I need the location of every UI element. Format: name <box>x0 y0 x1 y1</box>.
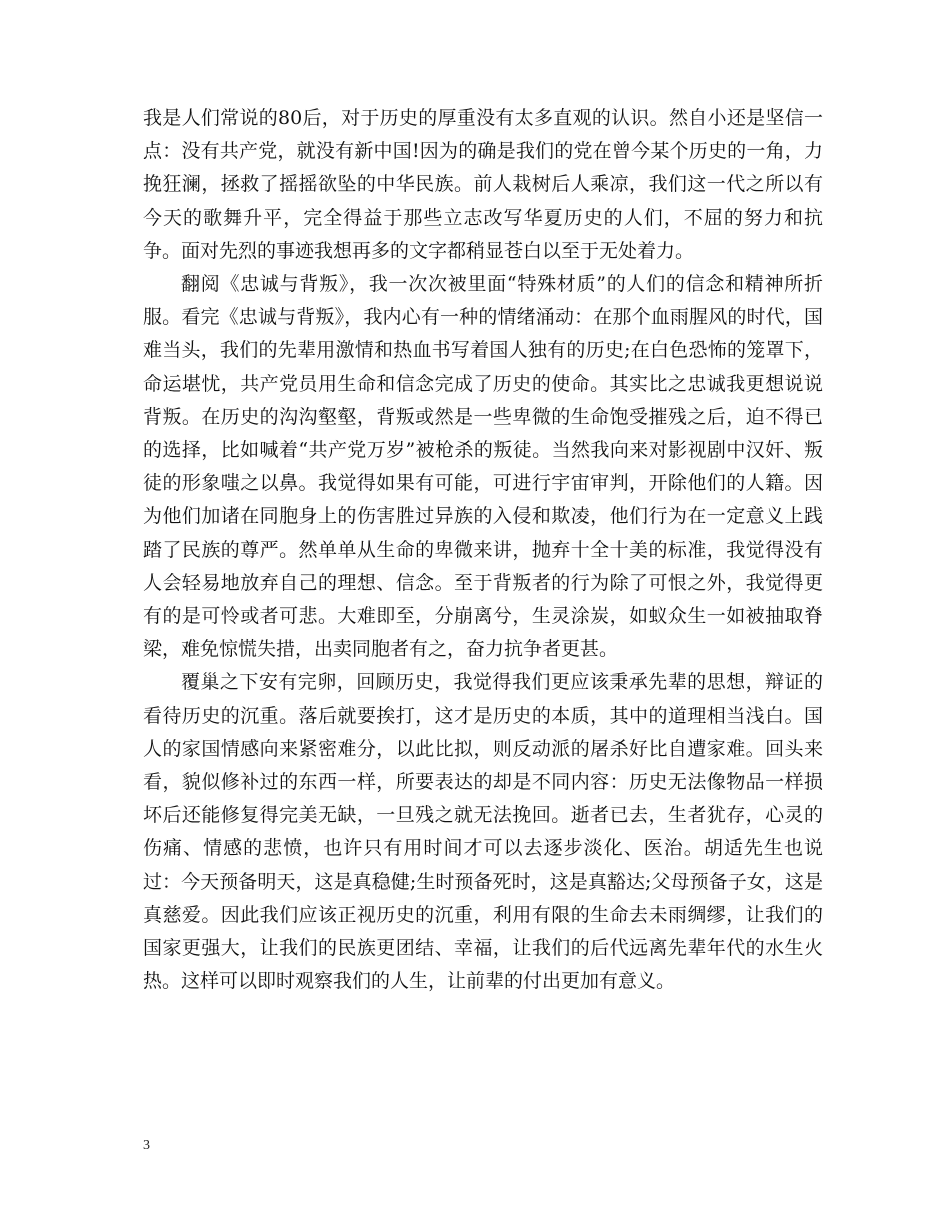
page-number: 3 <box>143 1138 150 1153</box>
paragraph-1: 我是人们常说的80后，对于历史的厚重没有太多直观的认识。然自小还是坚信一点：没有共产党，就没有新中国!因为的确是我们的党在曾今某个历史的一角，力挽狂澜，拯救了摇摇欲坠的中华民族。前人栽树后人乘凉，我们这一代之所以有今天的歌舞升平，完全得益于那些立志改写华夏历史的人们，不屈的努力和抗争。面对先烈的事迹我想再多的文字都稍显苍白以至于无处着力。 <box>143 107 823 262</box>
paragraph-2: 翻阅《忠诚与背叛》，我一次次被里面“特殊材质”的人们的信念和精神所折服。看完《忠诚与背叛》，我内心有一种的情绪涌动：在那个血雨腥风的时代，国难当头，我们的先辈用激情和热血书写着国人独有的历史;在白色恐怖的笼罩下，命运堪忧，共产党员用生命和信念完成了历史的使命。其实比之忠诚我更想说说背叛。在历史的沟沟壑壑，背叛或然是一些卑微的生命饱受摧残之后，迫不得已的选择，比如喊着“共产党万岁”被枪杀的叛徒。当然我向来对影视剧中汉奸、叛徒的形象嗤之以鼻。我觉得如果有可能，可进行宇宙审判，开除他们的人籍。因为他们加诸在同胞身上的伤害胜过异族的入侵和欺凌，他们行为在一定意义上践踏了民族的尊严。然单单从生命的卑微来讲，抛弃十全十美的标准，我觉得没有人会轻易地放弃自己的理想、信念。至于背叛者的行为除了可恨之外，我觉得更有的是可怜或者可悲。大难即至，分崩离兮，生灵涂炭，如蚁众生一如被抽取脊梁，难免惊慌失措，出卖同胞者有之，奋力抗争者更甚。 <box>143 273 823 661</box>
paragraph-3: 覆巢之下安有完卵，回顾历史，我觉得我们更应该秉承先辈的思想，辩证的看待历史的沉重。落后就要挨打，这才是历史的本质，其中的道理相当浅白。国人的家国情感向来紧密难分，以此比拟，则反动派的屠杀好比自遭家难。回头来看，貌似修补过的东西一样，所要表达的却是不同内容：历史无法像物品一样损坏后还能修复得完美无缺，一旦残之就无法挽回。逝者已去，生者犹存，心灵的伤痛、情感的悲愤，也许只有用时间才可以去逐步淡化、医治。胡适先生也说过：今天预备明天，这是真稳健;生时预备死时，这是真豁达;父母预备子女，这是真慈爱。因此我们应该正视历史的沉重，利用有限的生命去未雨绸缪，让我们的国家更强大，让我们的民族更团结、幸福，让我们的后代远离先辈年代的水生火热。这样可以即时观察我们的人生，让前辈的付出更加有意义。 <box>143 671 823 993</box>
document-body <box>143 102 823 998</box>
